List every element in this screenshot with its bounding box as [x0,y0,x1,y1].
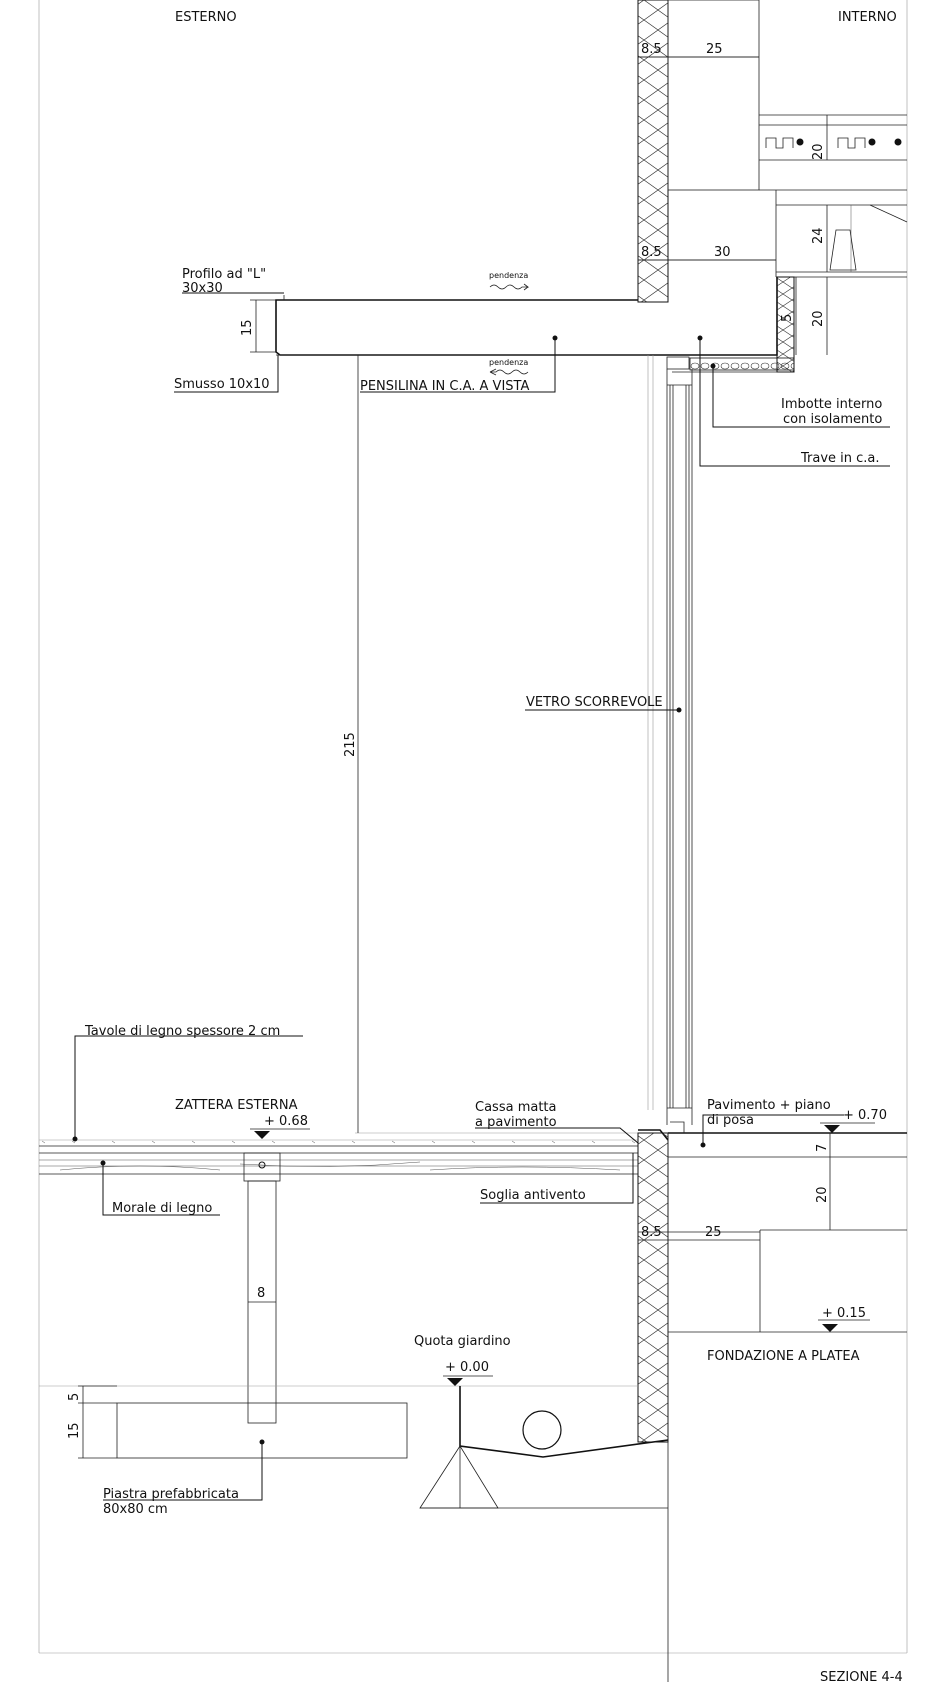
lower-wall-insulation [638,1133,668,1442]
slope-wave-arrow-icon [490,284,528,290]
dim-wall-insulation-bottom: 8.5 [641,1225,662,1240]
exterior-label: ESTERNO [175,10,237,25]
level-markers [250,1123,875,1386]
drain-pipe-icon [523,1411,561,1449]
exterior-deck [39,1133,640,1174]
label-morale: Morale di legno [112,1201,213,1216]
leader-dot [711,364,716,369]
label-imbotte-line1: Imbotte interno [781,397,883,412]
level-zattera: + 0.68 [264,1114,308,1129]
label-imbotte-line2: con isolamento [783,412,883,427]
dim-wall-insulation-top: 8.5 [641,42,662,57]
dim-post-width: 8 [257,1286,266,1301]
dim-beam-lower: 20 [811,310,826,327]
label-piastra-line2: 80x80 cm [103,1502,168,1517]
label-soglia: Soglia antivento [480,1188,586,1203]
level-giardino: + 0.00 [445,1360,489,1375]
leader-lines [73,293,891,1500]
dim-floor-slab: 20 [815,1186,830,1203]
spacer-icon [830,230,856,270]
deck-boards [42,1141,635,1143]
dim-wall-insulation-mid: 8.5 [641,245,662,260]
label-cassa-line1: Cassa matta [475,1100,557,1115]
label-profilo-line1: Profilo ad "L" [182,267,267,282]
rebar-dot [869,139,876,146]
label-pensilina: PENSILINA IN C.A. A VISTA [360,379,530,394]
level-triangle-icon [824,1125,840,1133]
sheet-frame [39,0,907,1653]
label-profilo-line2: 30x30 [182,281,223,296]
ground-and-drain [420,1386,668,1508]
leader-dot [553,336,558,341]
dim-canopy-thickness: 15 [240,319,255,336]
label-pavimento-line1: Pavimento + piano [707,1098,831,1113]
rebar-dot [797,139,804,146]
dim-beam-height: 24 [811,227,826,244]
canopy-and-beam [276,277,794,372]
dim-beam-width: 30 [714,245,731,260]
label-cassa-line2: a pavimento [475,1115,557,1130]
leader-dot [260,1440,265,1445]
level-triangle-icon [447,1378,463,1386]
label-pendenza-top: pendenza [489,271,529,280]
label-piastra-line1: Piastra prefabbricata [103,1487,239,1502]
interior-floor [638,1122,907,1332]
section-title: SEZIONE 4-4 [820,1670,903,1682]
leader-dot [698,336,703,341]
level-pavimento: + 0.70 [843,1108,887,1123]
label-tavole: Tavole di legno spessore 2 cm [85,1024,281,1039]
label-pavimento-line2: di posa [707,1113,754,1128]
dim-footing-thickness: 15 [67,1422,82,1439]
label-trave: Trave in c.a. [801,451,880,466]
level-triangle-icon [822,1324,838,1332]
leader-dot [101,1161,106,1166]
imbotte-bottom-insulation [690,358,794,370]
dim-wall-bottom: 25 [705,1225,722,1240]
label-smusso: Smusso 10x10 [174,377,270,392]
lower-wall [638,1133,760,1682]
label-pendenza-bottom: pendenza [489,358,529,367]
leader-dot [701,1143,706,1148]
leader-dot [73,1137,78,1142]
level-triangle-icon [254,1131,270,1139]
slope-wave-arrow-icon [490,369,528,375]
interior-label: INTERNO [838,10,897,25]
rebar-dot [895,139,902,146]
deck-post-and-footing [39,1153,460,1458]
label-zattera: ZATTERA ESTERNA [175,1098,298,1113]
level-fondazione: + 0.15 [822,1306,866,1321]
interior-floor-slab [759,115,907,277]
dim-floor-finish: 7 [815,1143,830,1152]
label-quota-giardino: Quota giardino [414,1334,511,1349]
dim-clear-height: 215 [343,732,358,757]
leader-dot [677,708,682,713]
label-fondazione: FONDAZIONE A PLATEA [707,1349,860,1364]
dim-footing-gap: 5 [67,1392,82,1401]
dim-wall-top: 25 [706,42,723,57]
dim-slab-upper: 20 [811,143,826,160]
dim-imbotte: 5 [780,313,795,322]
sliding-glass [648,355,692,1125]
label-vetro: VETRO SCORREVOLE [526,695,663,710]
